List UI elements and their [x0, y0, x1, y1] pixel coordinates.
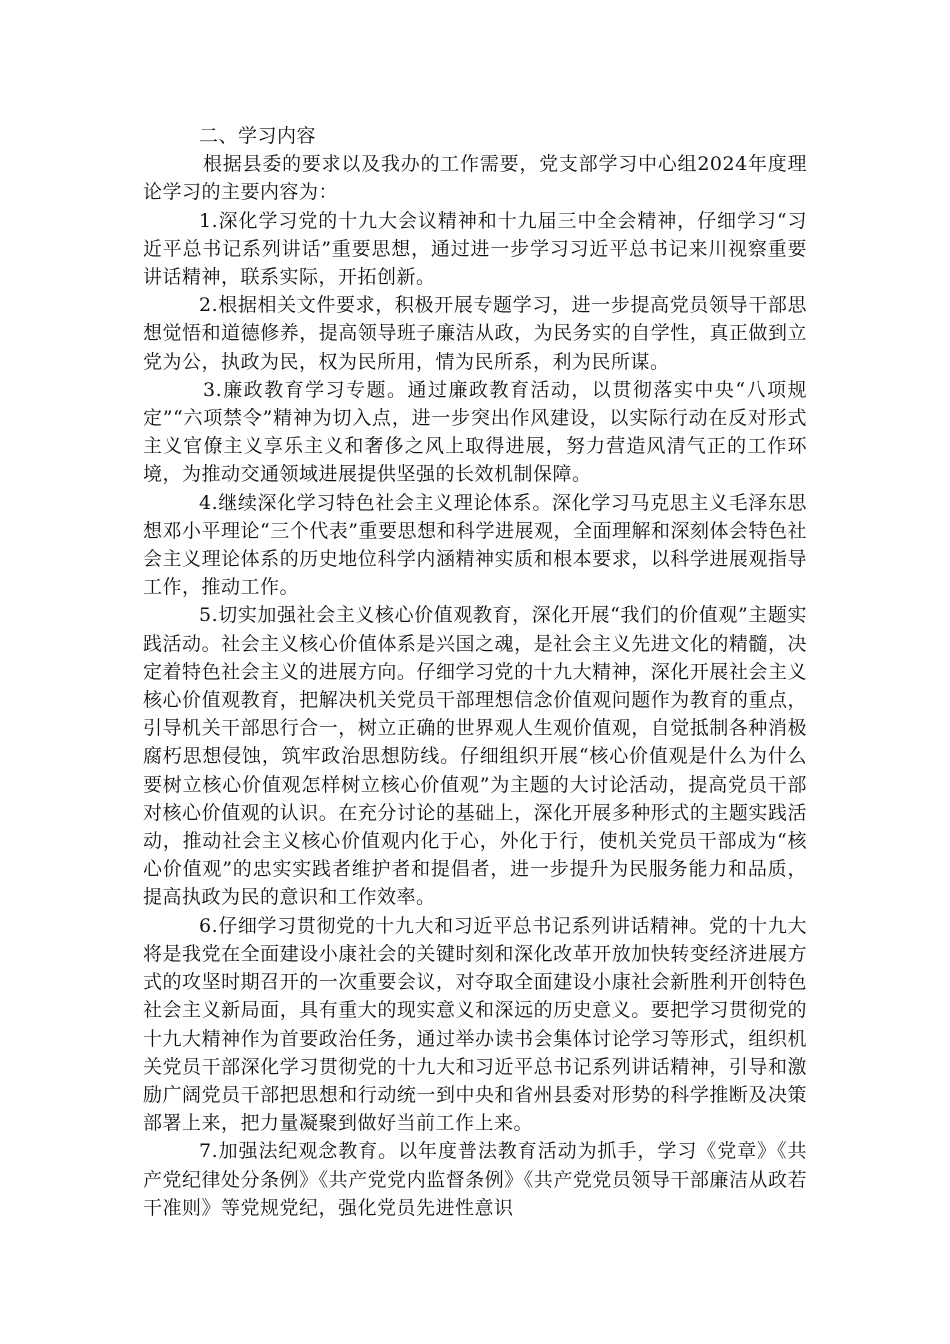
item-paragraph-2: 2.根据相关文件要求，积极开展专题学习，进一步提高党员领导干部思想觉悟和道德修养，提高领导班子廉洁从政，为民务实的自学性，真正做到立党为公，执政为民，权为民所用，情为民所系，利为民所谋。: [143, 294, 807, 373]
intro-paragraph: 根据县委的要求以及我办的工作需要，党支部学习中心组2024年度理论学习的主要内容为：: [143, 153, 807, 204]
item-paragraph-4: 4.继续深化学习特色社会主义理论体系。深化学习马克思主义毛泽东思想邓小平理论“三个代表”重要思想和科学进展观，全面理解和深刻体会特色社会主义理论体系的历史地位科学内涵精神实质和根本要求，以科学进展观指导工作，推动工作。: [143, 491, 807, 599]
item-paragraph-6: 6.仔细学习贯彻党的十九大和习近平总书记系列讲话精神。党的十九大将是我党在全面建设小康社会的关键时刻和深化改革开放加快转变经济进展方式的攻坚时期召开的一次重要会议，对夺取全面建设小康社会新胜利开创特色社会主义新局面，具有重大的现实意义和深远的历史意义。要把学习贯彻党的十九大精神作为首要政治任务，通过举办读书会集体讨论学习等形式，组织机关党员干部深化学习贯彻党的十九大和习近平总书记系列讲话精神，引导和激励广阔党员干部把思想和行动统一到中央和省州县委对形势的科学推断及决策部署上来，把力量凝聚到做好当前工作上来。: [143, 914, 807, 1135]
item-paragraph-7: 7.加强法纪观念教育。以年度普法教育活动为抓手，学习《党章》《共产党纪律处分条例》《共产党党内监督条例》《共产党党员领导干部廉洁从政若干准则》等党规党纪，强化党员先进性意识: [143, 1140, 807, 1219]
item-paragraph-3: 3.廉政教育学习专题。通过廉政教育活动，以贯彻落实中央“八项规定”“六项禁令”精神为切入点，进一步突出作风建设，以实际行动在反对形式主义官僚主义享乐主义和奢侈之风上取得进展，努力营造风清气正的工作环境，为推动交通领域进展提供坚强的长效机制保障。: [143, 378, 807, 486]
document-body: [143, 122, 807, 1222]
item-paragraph-1: 1.深化学习党的十九大会议精神和十九届三中全会精神，仔细学习“习近平总书记系列讲话”重要思想，通过进一步学习习近平总书记来川视察重要讲话精神，联系实际，开拓创新。: [143, 209, 807, 289]
item-paragraph-5: 5.切实加强社会主义核心价值观教育，深化开展“我们的价值观”主题实践活动。社会主义核心价值体系是兴国之魂，是社会主义先进文化的精髓，决定着特色社会主义的进展方向。仔细学习党的十九大精神，深化开展社会主义核心价值观教育，把解决机关党员干部理想信念价值观问题作为教育的重点，引导机关干部思行合一，树立正确的世界观人生观价值观，自觉抵制各种消极腐朽思想侵蚀，筑牢政治思想防线。仔细组织开展“核心价值观是什么为什么要树立核心价值观怎样树立核心价值观”为主题的大讨论活动，提高党员干部对核心价值观的认识。在充分讨论的基础上，深化开展多种形式的主题实践活动，推动社会主义核心价值观内化于心，外化于行，使机关党员干部成为“核心价值观”的忠实实践者维护者和提倡者，进一步提升为民服务能力和品质，提高执政为民的意识和工作效率。: [143, 604, 807, 909]
section-heading: 二、学习内容: [199, 125, 317, 147]
